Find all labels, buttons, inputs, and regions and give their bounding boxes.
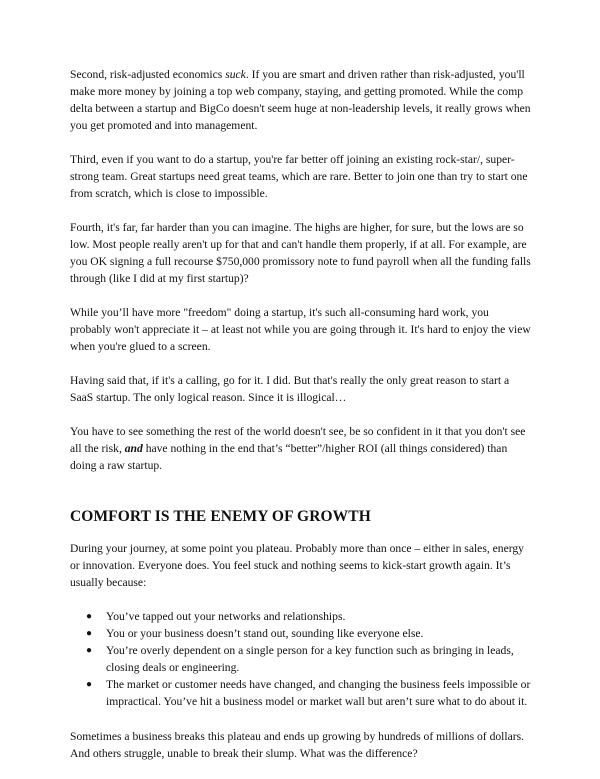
section-heading: COMFORT IS THE ENEMY OF GROWTH xyxy=(70,508,371,525)
bullet-icon: ● xyxy=(86,645,93,656)
paragraph-freedom: While you’ll have more "freedom" doing a startup, it's such all-consuming hard work, you probably won't appreciate it – at least not while you are going through it. It's hard to enjoy the view when you're glued to a screen. xyxy=(70,306,531,353)
paragraph-risk-adjusted: Second, risk-adjusted economics suck. If you are smart and driven rather than risk-adjusted, you'll make more money by joining a top web company, staying, and getting promoted. While the comp delta between a startup and BigCo doesn't seem huge at non-leadership levels, it really grows when you get promoted and into management. xyxy=(70,68,531,132)
paragraph-calling: Having said that, if it's a calling, go for it. I did. But that's really the only great reason to start a SaaS startup. The only logical reason. Since it is illogical… xyxy=(70,374,510,404)
paragraph-join-team: Third, even if you want to do a startup, you're far better off joining an existing rock-star/, super-strong team. Great startups need great teams, which are rare. Better to join one than try to start one from scratch, which is close to impossible. xyxy=(70,153,528,200)
bullet-icon: ● xyxy=(86,679,93,690)
list-item: ● You’re overly dependent on a single person for a key function such as bringing in leads, closing deals or engineering. xyxy=(86,644,514,674)
emphasis-suck: suck xyxy=(225,68,246,81)
plateau-reasons-list xyxy=(70,608,532,710)
bullet-icon: ● xyxy=(86,611,93,622)
document-page xyxy=(70,66,532,779)
paragraph-closing: Sometimes a business breaks this plateau and ends up growing by hundreds of millions of dollars. And others struggle, unable to break their slump. What was the difference? xyxy=(70,730,525,760)
paragraph-far-harder: Fourth, it's far, far harder than you can imagine. The highs are higher, for sure, but the lows are so low. Most people really aren't up for that and can't handle them properly, if at all. For example, are you OK signing a full recourse $750,000 promissory note to fund payroll when all the funding falls through (like I did at my first startup)? xyxy=(70,221,531,285)
emphasis-and: and xyxy=(124,442,143,455)
paragraph-see-something: You have to see something the rest of the world doesn't see, be so confident in it that you don't see all the risk, and have nothing in the end that’s “better”/higher ROI (all things considered) than doing a raw startup. xyxy=(70,425,526,472)
list-item: ● The market or customer needs have changed, and changing the business feels impossible or impractical. You’ve hit a business model or market wall but aren’t sure what to do about it. xyxy=(86,678,531,708)
paragraph-plateau-intro: During your journey, at some point you plateau. Probably more than once – either in sales, energy or innovation. Everyone does. You feel stuck and nothing seems to kick-start growth again. It’s usually because: xyxy=(70,542,524,589)
list-item: ● You or your business doesn’t stand out, sounding like everyone else. xyxy=(86,627,424,640)
bullet-icon: ● xyxy=(86,628,93,639)
list-item: ● You’ve tapped out your networks and relationships. xyxy=(86,610,346,623)
